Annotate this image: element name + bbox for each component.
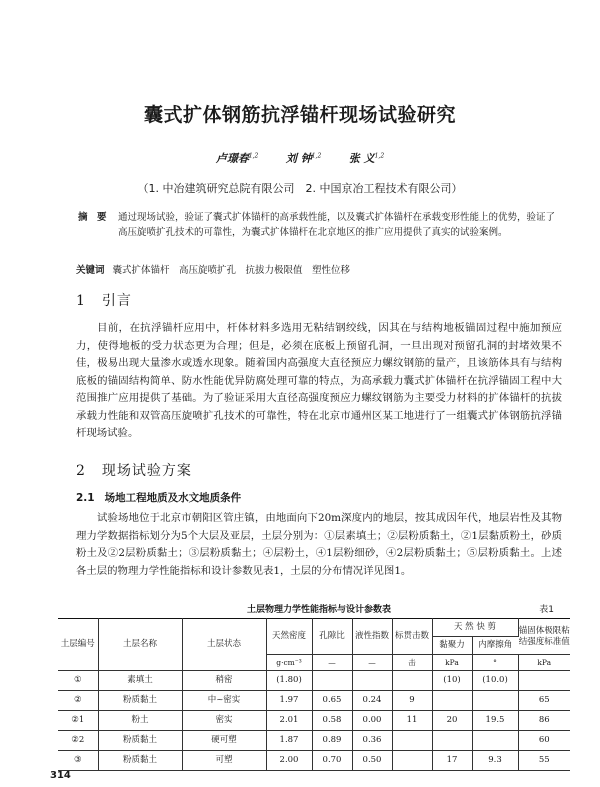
- section-title: 现场试验方案: [101, 463, 192, 479]
- table-cell-state: 硬可塑: [182, 731, 266, 751]
- keywords-text: 囊式扩体锚杆 高压旋喷扩孔 抗拔力极限值 塑性位移: [112, 265, 351, 276]
- table-cell-c: (10): [432, 671, 472, 691]
- table-cell-q: 86: [518, 711, 570, 731]
- table-cell-phi: [472, 691, 518, 711]
- table-caption: 土层物理力学性能指标与设计参数表: [246, 605, 391, 615]
- author-list: [0, 150, 600, 166]
- unit-cohesion: kPa: [432, 655, 472, 671]
- table-cell-li: 0.24: [352, 691, 392, 711]
- table-row: [58, 711, 570, 731]
- table-cell-void: 0.65: [312, 691, 352, 711]
- unit-void: —: [312, 655, 352, 671]
- table-cell-void: 0.89: [312, 731, 352, 751]
- table-cell-n: 9: [392, 691, 432, 711]
- table-cell-name: 粉质黏土: [98, 751, 182, 771]
- section-heading-intro: [76, 290, 132, 310]
- author-affil-sup: 1,2: [374, 152, 385, 160]
- th-li: 液性指数: [352, 619, 392, 655]
- th-cohesion: 黏聚力: [432, 637, 472, 655]
- th-void: 孔隙比: [312, 619, 352, 655]
- th-layer-no: 土层编号: [58, 619, 98, 671]
- abstract-text: 通过现场试验，验证了囊式扩体锚杆的高承载性能，以及囊式扩体锚杆在承载变形性能上的优势，验证了高压旋喷扩孔技术的可靠性，为囊式扩体锚杆在北京地区的推广应用提供了真实的试验案例。: [118, 212, 556, 238]
- section-number: 1: [76, 293, 86, 309]
- table-cell-density: 2.00: [266, 751, 312, 771]
- author: [286, 152, 321, 165]
- table-cell-phi: (10.0): [472, 671, 518, 691]
- site-paragraph: 试验场地位于北京市朝阳区管庄镇，由地面向下20m深度内的地层，按其成因年代，地层岩性及其物理力学数据指标划分为5个大层及亚层，土层分别为：①层素填土；②层粉质黏土，②1层黏质粉土，砂质粉土及②2层粉质黏土；③层粉质黏土；④层粉土，④1层粉细砂，④2层粉质黏土；⑤层粉质黏土。上述各土层的物理力学性能指标和设计参数见表1，土层的分布情况详见图1。: [76, 512, 562, 577]
- unit-density: g·cm⁻³: [266, 655, 312, 671]
- affiliation: （1. 中冶建筑研究总院有限公司 2. 中国京冶工程技术有限公司）: [137, 182, 463, 195]
- abstract-label: 摘 要: [78, 212, 107, 223]
- table-row: [58, 751, 570, 771]
- th-n: 标贯击数: [392, 619, 432, 655]
- table-row: [58, 731, 570, 751]
- subsection-number: 2.1: [76, 492, 95, 504]
- author: [349, 152, 384, 165]
- table-cell-name: 素填土: [98, 671, 182, 691]
- table-cell-density: 2.01: [266, 711, 312, 731]
- keywords-label: 关键词: [76, 265, 105, 276]
- table-cell-c: [432, 691, 472, 711]
- table-cell-q: 60: [518, 731, 570, 751]
- table-cell-q: [518, 671, 570, 691]
- table-cell-state: 中~密实: [182, 691, 266, 711]
- author-name: 张 义: [348, 152, 375, 165]
- keywords: [76, 262, 566, 276]
- table-cell-no: ③: [58, 751, 98, 771]
- table-cell-density: 1.87: [266, 731, 312, 751]
- paper-title: 囊式扩体钢筋抗浮锚杆现场试验研究: [143, 104, 456, 126]
- intro-paragraph: 目前，在抗浮锚杆应用中，杆体材料多选用无粘结钢绞线，因其在与结构地板锚固过程中施加预应力，使得地板的受力状态更为合理；但是，必须在底板上预留孔洞，一旦出现对预留孔洞的封堵效果不佳，极易出现大量渗水或透水现象。随着国内高强度大直径预应力螺纹钢筋的量产，且该筋体具有与结构底板的锚固结构简单、防水性能优异防腐处理可靠的特点，为高承载力囊式扩体锚杆在抗浮锚固工程中大范围推广应用提供了基础。为了验证采用大直径高强度预应力螺纹钢筋为主要受力材料的扩体锚杆的抗拔承载力性能和双管高压旋喷扩孔技术的可靠性，特在北京市通州区某工地进行了一组囊式扩体钢筋抗浮锚杆现场试验。: [76, 322, 562, 439]
- subsection-title: 场地工程地质及水文地质条件: [104, 492, 242, 504]
- table-cell-name: 粉质黏土: [98, 691, 182, 711]
- table-cell-name: 粉质黏土: [98, 731, 182, 751]
- subsection-heading-geology: [76, 490, 241, 505]
- table-cell-c: 20: [432, 711, 472, 731]
- table-cell-n: [392, 671, 432, 691]
- table-body: [58, 671, 570, 771]
- author: [216, 152, 259, 165]
- th-friction: 内摩擦角: [472, 637, 518, 655]
- table-cell-no: ①: [58, 671, 98, 691]
- th-state: 土层状态: [182, 619, 266, 671]
- section-number: 2: [76, 463, 86, 479]
- table-cell-phi: [472, 731, 518, 751]
- table-cell-c: [432, 731, 472, 751]
- page-number: 314: [50, 770, 71, 781]
- unit-friction: °: [472, 655, 518, 671]
- table-cell-n: 11: [392, 711, 432, 731]
- table-cell-c: 17: [432, 751, 472, 771]
- th-name: 土层名称: [98, 619, 182, 671]
- th-shear: 天 然 快 剪: [432, 619, 518, 637]
- soil-parameter-table: [58, 618, 570, 771]
- table-cell-no: ②2: [58, 731, 98, 751]
- table-cell-q: 65: [518, 691, 570, 711]
- table-cell-density: 1.97: [266, 691, 312, 711]
- table-header-row: [58, 619, 570, 637]
- table-cell-li: 0.00: [352, 711, 392, 731]
- table-cell-li: 0.36: [352, 731, 392, 751]
- author-affil-sup: 1,2: [248, 152, 259, 160]
- unit-n: 击: [392, 655, 432, 671]
- th-bond: 锚固体极限粘结强度标准值: [518, 619, 570, 655]
- table-cell-state: 稍密: [182, 671, 266, 691]
- author-name: 刘 钟: [285, 152, 312, 165]
- abstract: [80, 210, 560, 240]
- unit-li: —: [352, 655, 392, 671]
- table-cell-n: [392, 751, 432, 771]
- table-cell-li: 0.50: [352, 751, 392, 771]
- table-cell-phi: 19.5: [472, 711, 518, 731]
- author-affil-sup: 1,2: [311, 152, 322, 160]
- unit-bond: kPa: [518, 655, 570, 671]
- author-name: 卢璟春: [215, 152, 249, 165]
- section-title: 引言: [101, 293, 132, 309]
- table-cell-name: 粉土: [98, 711, 182, 731]
- table-cell-state: 可塑: [182, 751, 266, 771]
- table-row: [58, 691, 570, 711]
- table-row: [58, 671, 570, 691]
- table-cell-no: ②: [58, 691, 98, 711]
- table-number: 表1: [539, 605, 554, 615]
- table-cell-n: [392, 731, 432, 751]
- table-cell-state: 密实: [182, 711, 266, 731]
- table-cell-no: ②1: [58, 711, 98, 731]
- table-cell-q: 55: [518, 751, 570, 771]
- table-cell-void: [312, 671, 352, 691]
- th-density: 天然密度: [266, 619, 312, 655]
- table-cell-density: (1.80): [266, 671, 312, 691]
- table-cell-void: 0.70: [312, 751, 352, 771]
- section-heading-test-plan: [76, 460, 192, 480]
- table-cell-phi: 9.3: [472, 751, 518, 771]
- table-cell-li: [352, 671, 392, 691]
- table-cell-void: 0.58: [312, 711, 352, 731]
